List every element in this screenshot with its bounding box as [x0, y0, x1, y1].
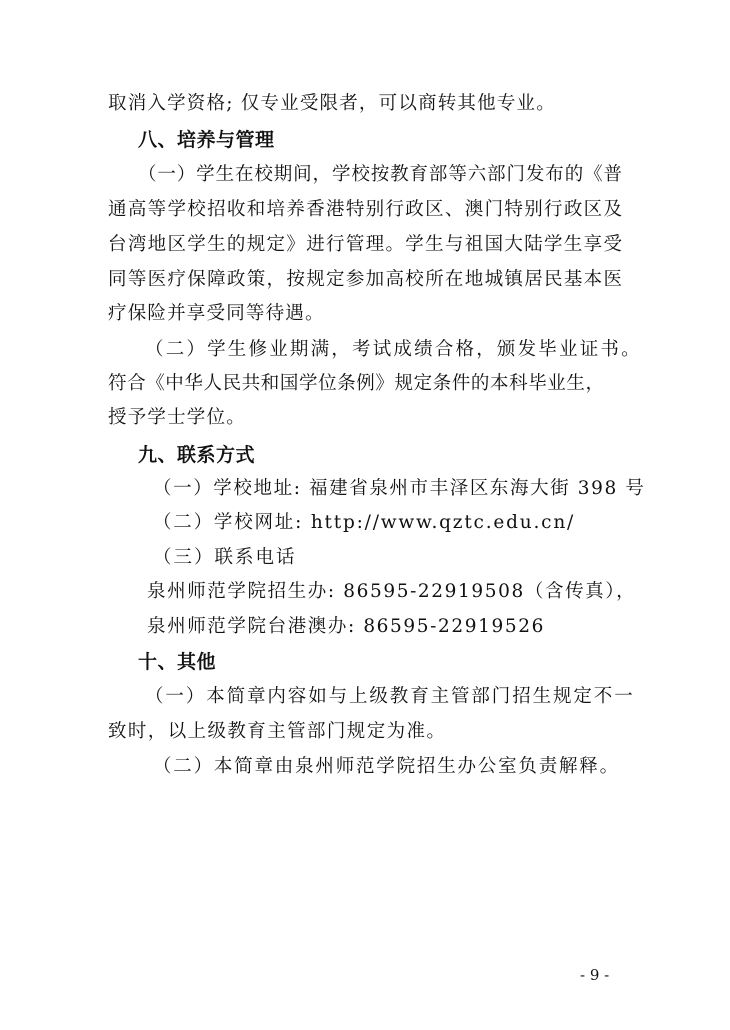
paragraph-line: 疗保险并享受同等待遇。 [108, 303, 325, 324]
paragraph-line: 授予学士学位。 [108, 407, 246, 428]
school-address: （一）学校地址: 福建省泉州市丰泽区东海大街 398 号 [153, 478, 646, 499]
hk-macao-taiwan-phone: 泉州师范学院台港澳办: 86595-22919526 [147, 616, 545, 637]
paragraph-line: 台湾地区学生的规定》进行管理。学生与祖国大陆学生享受 [108, 234, 622, 255]
section-heading-other: 十、其他 [138, 651, 217, 673]
paragraph-line: 致时，以上级教育主管部门规定为准。 [108, 721, 447, 742]
page-number: - 9 - [580, 966, 610, 984]
paragraph-line: 通高等学校招收和培养香港特别行政区、澳门特别行政区及 [108, 199, 622, 220]
paragraph-line: 取消入学资格; 仅专业受限者，可以商转其他专业。 [108, 93, 556, 114]
section-heading-contact: 九、联系方式 [138, 444, 256, 466]
paragraph-line: 符合《中华人民共和国学位条例》规定条件的本科毕业生， [108, 373, 605, 394]
paragraph-line: （二）学生修业期满，考试成绩合格，颁发毕业证书。 [145, 339, 642, 360]
admissions-phone: 泉州师范学院招生办: 86595-22919508（含传真）， [147, 581, 637, 602]
section-heading-training: 八、培养与管理 [138, 129, 275, 151]
paragraph-line: 同等医疗保障政策，按规定参加高校所在地城镇居民基本医 [108, 269, 622, 290]
paragraph-line: （三）联系电话 [153, 547, 297, 568]
paragraph-line: （一）学生在校期间，学校按教育部等六部门发布的《普 [138, 164, 622, 185]
paragraph-line: （二）本简章由泉州师范学院招生办公室负责解释。 [153, 756, 620, 777]
school-website-link[interactable]: （二）学校网址: http://www.qztc.edu.cn/ [153, 512, 576, 533]
paragraph-line: （一）本简章内容如与上级教育主管部门招生规定不一 [145, 686, 635, 707]
